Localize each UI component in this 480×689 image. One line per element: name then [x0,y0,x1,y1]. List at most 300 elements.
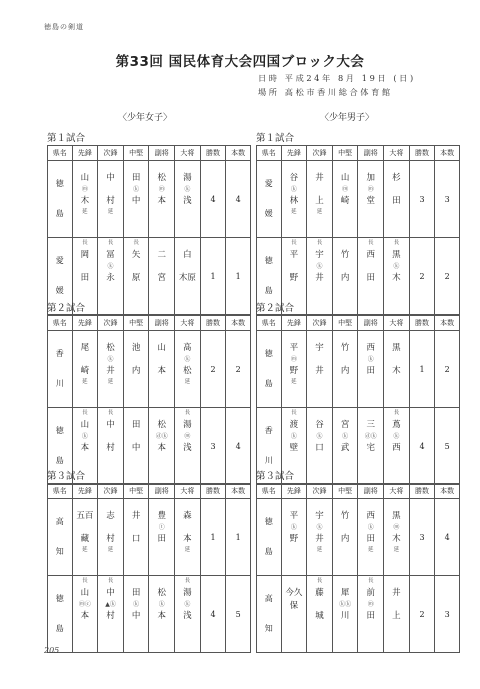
player-cell [98,499,124,576]
player-name-1: 松 [157,420,167,430]
column-header: 大将 [384,316,410,331]
player-name-1: 西 [366,250,376,260]
column-header: 次鋒 [307,146,333,161]
player-cell [384,161,410,238]
wins-count: 4 [200,576,226,653]
player-name-1: 黒 [392,343,401,353]
player-name-2: 野 [289,273,299,283]
player-name-1: 中 [106,420,115,430]
points-count: 2 [226,331,251,408]
player-top-annotation: 長 [107,578,114,584]
column-header: 先鋒 [281,484,307,499]
player-cell [358,408,384,485]
player-cell [123,238,149,315]
player-cell [123,161,149,238]
player-name-1: 宇 [315,343,324,353]
points-count: 3 [435,576,460,653]
team-name-char: 媛 [55,286,64,295]
column-header: 県名 [48,316,73,331]
column-header: 勝数 [409,484,435,499]
team-name-char: 香 [264,426,273,436]
player-name-1: 山 [340,173,350,183]
player-top-annotation: 長 [184,410,191,416]
column-header: 副将 [358,484,384,499]
player-name-1: 犀 [340,588,350,598]
points-count: 4 [435,499,460,576]
team-name-char: 徳 [55,594,64,604]
player-name-1: 髙 [183,343,192,353]
player-cell [332,331,358,408]
player-cell [123,331,149,408]
player-name-2: 内 [340,366,350,376]
player-name-2: 木 [80,196,90,206]
team-name-char: 島 [264,286,273,295]
player-name-2: 松 [183,366,192,376]
column-header: 大将 [175,146,201,161]
player-name-2: 中 [131,196,141,206]
player-cell [175,161,201,238]
team-name-char: 徳 [264,517,273,527]
player-name-2: 浅 [183,443,192,453]
player-name-2: 田 [157,534,167,544]
column-header: 本数 [226,146,251,161]
player-name-1: 志 [106,511,115,521]
player-mark: ⓜⓒ [78,601,91,608]
player-cell [123,499,149,576]
player-mark: ⓚ [133,601,140,608]
player-mark: ⓚ [393,433,400,440]
player-mark: ⓚ [158,601,165,608]
player-name-2: 堂 [366,196,376,206]
player-name-2: 西 [392,443,401,453]
team-name [48,161,73,238]
player-name-2: 口 [131,534,141,544]
column-header: 本数 [435,146,460,161]
column-header: 勝数 [200,484,226,499]
team-name [48,499,73,576]
player-top-annotation: 長 [184,578,191,584]
player-name-2: 田 [366,611,376,621]
player-top-annotation: 長 [82,240,88,246]
column-header: 次鋒 [307,316,333,331]
column-header: 勝数 [409,146,435,161]
player-cell [332,576,358,653]
player-name-2: 村 [106,443,115,453]
player-name-2: 崎 [340,196,350,206]
team-row [48,161,251,238]
team-row [257,499,460,576]
column-header: 県名 [48,146,73,161]
player-mark: ⓜ [158,186,165,193]
player-mark: ⓚ [184,186,191,193]
team-name-char: 徳 [55,426,64,436]
player-cell [307,331,333,408]
player-mark: ⓚ [316,263,323,270]
player-mark: ⓜ [393,524,400,531]
player-name-1: 西 [366,511,376,521]
column-header: 本数 [226,316,251,331]
section-men: 〈少年男子〉 [320,113,375,123]
player-name-1: 今久保 [285,588,303,611]
player-top-annotation: 長 [316,578,323,584]
player-name-1: 山 [157,343,167,353]
player-name-2: 上 [315,196,324,206]
player-top-annotation: 長 [316,240,323,246]
player-cell [332,238,358,315]
player-mark: ⓜ [342,186,349,193]
player-name-1: 三 [366,420,376,430]
player-cell [175,238,201,315]
team-row [48,331,251,408]
player-top-annotation: 長 [82,578,88,584]
points-count: 4 [226,161,251,238]
player-name-2: 本 [80,611,90,621]
player-bottom-annotation: 延 [82,209,88,215]
column-header: 次鋒 [98,316,124,331]
player-name-1: 井 [131,511,141,521]
player-name-2: 田 [366,273,376,283]
player-name-2: 木 [392,366,401,376]
player-name-2: 中 [131,611,141,621]
player-name-2: 内 [131,366,141,376]
player-name-1: 山 [80,588,90,598]
player-name-1: 田 [131,588,141,598]
wins-count: 2 [200,331,226,408]
column-header: 副将 [149,316,175,331]
player-mark: ⓚ [133,186,140,193]
team-name-char: 愛 [55,256,64,266]
team-name-char: 島 [55,209,64,218]
player-mark: ⓚ [184,601,191,608]
player-cell [384,408,410,485]
player-name-1: 竹 [340,250,350,260]
player-mark: ⓜ [81,186,88,193]
player-mark: ⓜ [184,433,191,440]
player-mark: ⓚ [393,263,400,270]
player-cell [384,331,410,408]
player-name-1: 井 [392,588,401,598]
column-header: 次鋒 [98,484,124,499]
player-name-1: 湯 [183,173,192,183]
player-cell [358,331,384,408]
match-label: 第１試合 [256,133,295,144]
player-name-2: 村 [106,534,115,544]
player-cell [332,408,358,485]
column-header: 勝数 [200,316,226,331]
player-name-1: 前 [366,588,376,598]
team-name-char: 徳 [264,256,273,266]
player-cell [281,331,307,408]
page-number: 205 [44,646,60,655]
column-header: 大将 [175,484,201,499]
event-venue: 場所 高松市香川総合体育館 [258,87,393,97]
section-women: 〈少年女子〉 [118,113,173,123]
column-header: 大将 [175,316,201,331]
player-name-1: 中 [106,173,115,183]
team-name [257,161,282,238]
player-name-2: 壁 [289,443,299,453]
player-cell [281,576,307,653]
player-name-1: 竹 [340,343,350,353]
player-mark: ▲ⓚ [105,601,116,608]
player-name-2: 原 [131,273,141,283]
team-row [257,576,460,653]
player-name-2: 宅 [366,443,376,453]
player-name-2: 本 [157,611,167,621]
match-label: 第２試合 [47,303,86,314]
player-cell [307,499,333,576]
team-name [257,331,282,408]
player-bottom-annotation: 延 [107,379,114,385]
player-name-1: 谷 [315,420,324,430]
player-cell [307,161,333,238]
player-name-2: 野 [289,366,299,376]
column-header: 本数 [435,484,460,499]
player-cell [281,161,307,238]
player-name-1: 松 [157,588,167,598]
points-count: 5 [435,408,460,485]
team-name [48,331,73,408]
player-name-1: 谷 [289,173,299,183]
player-name-2: 内 [340,534,350,544]
column-header: 副将 [358,146,384,161]
team-name-char: 川 [264,456,273,465]
player-name-2: 木 [392,534,401,544]
player-top-annotation: 長 [107,410,114,416]
player-top-annotation: 長 [291,240,297,246]
player-name-2: 本 [157,366,167,376]
player-name-1: 池 [131,343,141,353]
player-top-annotation: 長 [368,578,374,584]
team-name-char: 川 [55,379,64,388]
player-cell [358,576,384,653]
match-table [47,483,251,653]
player-mark: ⓓⓚ [155,433,168,440]
team-name-char: 知 [264,624,273,633]
player-name-2: 城 [315,611,324,621]
player-name-2: 口 [315,443,324,453]
player-cell [72,576,98,653]
team-name-char: 島 [55,456,64,465]
team-name-char: 徳 [55,179,64,189]
player-mark: ⓚ [290,433,297,440]
player-name-2: 川 [340,611,350,621]
player-name-1: 渡 [289,420,299,430]
player-name-2: 本 [80,443,90,453]
player-name-2: 崎 [80,366,90,376]
team-name-char: 高 [264,594,273,604]
player-mark: ⓜ [367,186,374,193]
player-name-1: 山 [80,420,90,430]
player-mark: ⓚ [81,433,88,440]
player-name-2: 田 [392,196,401,206]
player-mark: ⓚⓚ [339,601,352,608]
player-name-2: 村 [106,196,115,206]
player-cell [358,161,384,238]
player-bottom-annotation: 延 [82,379,88,385]
wins-count: 4 [409,408,435,485]
player-bottom-annotation: 延 [393,547,400,553]
wins-count: 2 [409,238,435,315]
player-name-2: 本 [183,534,192,544]
player-name-1: 松 [157,173,167,183]
team-row [48,576,251,653]
player-name-1: 森 [183,511,192,521]
player-mark: ⓚ [342,433,349,440]
player-mark: ⓓⓚ [364,433,377,440]
player-cell [98,576,124,653]
wins-count: 3 [200,408,226,485]
team-name-char: 愛 [264,179,273,189]
wins-count: 1 [409,331,435,408]
column-header: 大将 [384,484,410,499]
player-cell [149,331,175,408]
points-count: 3 [435,161,460,238]
match-label: 第１試合 [47,133,86,144]
player-top-annotation: 長 [368,240,374,246]
team-name [257,576,282,653]
wins-count: 2 [409,576,435,653]
player-name-1: 山 [80,173,90,183]
match-label: 第２試合 [256,303,295,314]
match-table [256,145,460,315]
player-name-2: 中 [131,443,141,453]
team-row [48,499,251,576]
points-count: 4 [226,408,251,485]
player-mark: ⓚ [316,524,323,531]
player-name-1: 竹 [340,511,350,521]
player-name-1: 宮 [340,420,350,430]
player-name-1: 宇 [315,511,324,521]
player-name-2: 田 [366,366,376,376]
player-name-2: 浅 [183,611,192,621]
header-note: 徳島の剣道 [44,23,84,31]
player-cell [123,408,149,485]
player-top-annotation: 長 [393,240,400,246]
player-mark: ⓚ [316,433,323,440]
points-count: 1 [226,238,251,315]
player-cell [98,408,124,485]
player-name-1: 田 [131,173,141,183]
team-name [48,576,73,653]
team-name-char: 徳 [264,349,273,359]
wins-count: 3 [409,499,435,576]
player-cell [175,331,201,408]
player-name-1: 松 [106,343,115,353]
player-name-1: 井 [315,173,324,183]
player-bottom-annotation: 延 [184,547,191,553]
column-header: 本数 [435,316,460,331]
player-name-2: 本 [157,443,167,453]
player-name-1: 平 [289,343,299,353]
player-cell [149,408,175,485]
page-title: 第33回 国民体育大会四国ブロック大会 [115,54,365,70]
player-name-2: 本 [157,196,167,206]
column-header: 先鋒 [72,316,98,331]
match-table [256,315,460,485]
player-mark: ⓚ [107,263,114,270]
player-cell [384,238,410,315]
column-header: 県名 [257,146,282,161]
player-name-2: 永 [106,273,115,283]
column-header: 次鋒 [307,484,333,499]
player-name-2: 井 [106,366,115,376]
player-top-annotation: 長 [133,240,139,246]
player-name-2: 井 [315,366,324,376]
player-bottom-annotation: 延 [107,547,114,553]
wins-count: 4 [200,161,226,238]
match-label: 第３試合 [47,471,86,482]
column-header: 副将 [149,484,175,499]
player-cell [175,499,201,576]
points-count: 2 [435,331,460,408]
player-name-1: 五百 [76,511,94,521]
column-header: 勝数 [200,146,226,161]
player-name-1: 西 [366,343,376,353]
player-bottom-annotation: 延 [316,547,323,553]
player-name-2: 村 [106,611,115,621]
player-top-annotation: 長 [393,410,400,416]
event-datetime: 日時 平成24年 8月 19日 (日) [258,73,416,83]
player-cell [307,408,333,485]
player-name-2: 宮 [157,273,167,283]
player-name-2: 木原 [178,273,196,283]
player-cell [123,576,149,653]
player-mark: ⓣ [158,524,165,531]
column-header: 副将 [358,316,384,331]
player-cell [98,238,124,315]
player-name-2: 木 [392,273,401,283]
team-row [257,161,460,238]
column-header: 副将 [149,146,175,161]
player-cell [72,331,98,408]
column-header: 県名 [48,484,73,499]
player-name-2: 上 [392,611,401,621]
team-name-char: 知 [55,547,64,556]
player-name-1: 平 [289,511,299,521]
player-bottom-annotation: 延 [368,547,374,553]
wins-count: 1 [200,499,226,576]
player-mark: ⓚ [107,356,114,363]
player-cell [358,499,384,576]
player-name-2: 藏 [80,534,90,544]
player-name-1: 白 [183,250,192,260]
player-top-annotation: 長 [291,410,297,416]
player-cell [149,161,175,238]
player-cell [175,408,201,485]
match-table [47,315,251,485]
column-header: 県名 [257,484,282,499]
player-cell [307,576,333,653]
wins-count: 3 [409,161,435,238]
column-header: 中堅 [332,484,358,499]
player-name-2: 浅 [183,196,192,206]
player-bottom-annotation: 延 [316,209,323,215]
match-table [256,483,460,653]
player-cell [332,161,358,238]
player-mark: ⓚ [290,524,297,531]
player-cell [149,576,175,653]
column-header: 勝数 [409,316,435,331]
player-name-1: 宇 [315,250,324,260]
column-header: 中堅 [123,484,149,499]
wins-count: 1 [200,238,226,315]
player-bottom-annotation: 延 [291,209,297,215]
team-name-char: 香 [55,349,64,359]
column-header: 先鋒 [281,316,307,331]
player-name-1: 中 [106,588,115,598]
player-name-1: 加 [366,173,376,183]
